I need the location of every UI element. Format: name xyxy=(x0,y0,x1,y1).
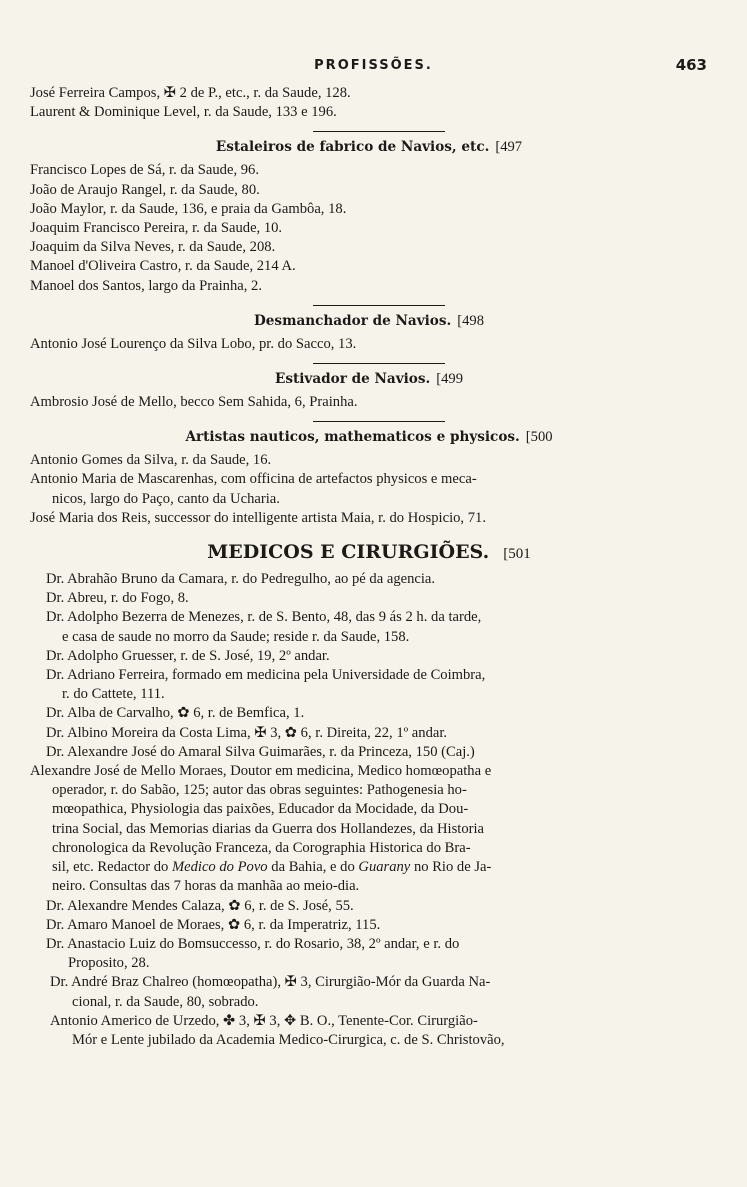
entry-line-continued: nicos, largo do Paço, canto da Ucharia. xyxy=(52,490,280,507)
running-title: PROFISSÕES. xyxy=(314,58,433,73)
section-rule xyxy=(313,305,445,306)
entry-line: Antonio Americo de Urzedo, ✤ 3, ✠ 3, ✥ B. O., Tenente-Cor. Cirurgião- xyxy=(50,1012,478,1029)
section-heading-desmanchador xyxy=(30,311,708,331)
section-heading-estivador xyxy=(30,369,708,389)
section-heading-artistas xyxy=(30,427,708,447)
entry-line-continued: Mór e Lente jubilado da Academia Medico-Cirurgica, c. de S. Christovão, xyxy=(72,1031,505,1048)
entry-line: Dr. Amaro Manoel de Moraes, ✿ 6, r. da Imperatriz, 115. xyxy=(46,916,381,933)
entry-line: Dr. André Braz Chalreo (homœopatha), ✠ 3, Cirurgião-Mór da Guarda Na- xyxy=(50,974,491,991)
entry-line-continued: trina Social, das Memorias diarias da Guerra dos Hollandezes, da Historia xyxy=(52,820,485,837)
section-rule xyxy=(313,421,445,422)
entry-line: Dr. Abreu, r. do Fogo, 8. xyxy=(46,590,189,607)
entry-line: João de Araujo Rangel, r. da Saude, 80. xyxy=(30,181,260,198)
section-heading-estaleiros xyxy=(30,137,708,157)
entry-line: Dr. Adolpho Gruesser, r. de S. José, 19, 2º andar. xyxy=(46,647,330,664)
entry-line: Dr. Adolpho Bezerra de Menezes, r. de S. Bento, 48, das 9 ás 2 h. da tarde, xyxy=(46,609,482,626)
section-number: [499 xyxy=(436,371,464,388)
entry-line-continued: cional, r. da Saude, 80, sobrado. xyxy=(72,993,259,1010)
entry-line-continued: Proposito, 28. xyxy=(68,955,150,972)
section-title: MEDICOS E CIRURGIÕES. xyxy=(207,541,490,564)
entry-line: Manoel d'Oliveira Castro, r. da Saude, 214 A. xyxy=(30,258,296,275)
entry-line-continued: mœopathica, Physiologia das paixões, Educador da Mocidade, da Dou- xyxy=(52,801,469,818)
section-title: Desmanchador de Navios. xyxy=(253,312,452,329)
entry-line-continued: chronologica da Revolução Franceza, da Corographia Historica do Bra- xyxy=(52,839,471,856)
entry-line: Dr. Albino Moreira da Costa Lima, ✠ 3, ✿ 6, r. Direita, 22, 1º andar. xyxy=(46,724,448,741)
section-number: [501 xyxy=(503,546,531,563)
text-run: no Rio de Ja- xyxy=(413,859,492,876)
entry-line: Dr. Anastacio Luiz do Bomsuccesso, r. do Rosario, 38, 2º andar, e r. do xyxy=(46,935,460,952)
text-run: sil, etc. Redactor do xyxy=(52,859,169,876)
section-number: [497 xyxy=(495,139,523,156)
section-title: Artistas nauticos, mathematicos e physicos. xyxy=(185,429,520,446)
work-title-guarany: Guarany xyxy=(358,859,411,876)
page-content xyxy=(30,84,708,1050)
page-number: 463 xyxy=(675,56,707,74)
work-title-medico-do-povo: Medico do Povo xyxy=(171,859,268,876)
entry-line: Dr. Alexandre Mendes Calaza, ✿ 6, r. de S. José, 55. xyxy=(46,897,354,914)
entry-line: Ambrosio José de Mello, becco Sem Sahida, 6, Prainha. xyxy=(30,394,358,411)
entry-line-continued: neiro. Consultas das 7 horas da manhãa ao meio-dia. xyxy=(52,878,360,895)
entry-line-continued: operador, r. do Sabão, 125; autor das obras seguintes: Pathogenesia ho- xyxy=(52,782,467,799)
section-heading-medicos xyxy=(30,538,708,568)
entry-line: Laurent & Dominique Level, r. da Saude, 133 e 196. xyxy=(30,104,337,121)
entry-line: José Maria dos Reis, successor do intelligente artista Maia, r. do Hospicio, 71. xyxy=(30,509,486,526)
entry-line: Antonio Maria de Mascarenhas, com officina de artefactos physicos e meca- xyxy=(30,471,477,488)
section-rule xyxy=(313,131,445,132)
entry-line-continued xyxy=(30,858,708,877)
entry-line-continued: r. do Cattete, 111. xyxy=(62,686,165,703)
entry-line: Antonio Gomes da Silva, r. da Saude, 16. xyxy=(30,452,272,469)
page-header xyxy=(0,58,747,84)
entry-line: Dr. Alexandre José do Amaral Silva Guimarães, r. da Princeza, 150 (Caj.) xyxy=(46,743,475,760)
entry-line: Joaquim da Silva Neves, r. da Saude, 208. xyxy=(30,239,276,256)
entry-line: Dr. Alba de Carvalho, ✿ 6, r. de Bemfica, 1. xyxy=(46,705,305,722)
entry-line: Dr. Adriano Ferreira, formado em medicina pela Universidade de Coimbra, xyxy=(46,667,486,684)
entry-line: Dr. Abrahão Bruno da Camara, r. do Pedregulho, ao pé da agencia. xyxy=(46,571,436,588)
entry-line-continued: e casa de saude no morro da Saude; reside r. da Saude, 158. xyxy=(62,628,410,645)
section-rule xyxy=(313,363,445,364)
entry-line: Francisco Lopes de Sá, r. da Saude, 96. xyxy=(30,162,259,179)
section-title: Estaleiros de fabrico de Navios, etc. xyxy=(215,139,490,156)
section-number: [498 xyxy=(457,312,484,329)
entry-line: Alexandre José de Mello Moraes, Doutor em medicina, Medico homœopatha e xyxy=(30,763,492,780)
entry-line: João Maylor, r. da Saude, 136, e praia da Gambôa, 18. xyxy=(30,200,347,217)
entry-line: José Ferreira Campos, ✠ 2 de P., etc., r. da Saude, 128. xyxy=(30,85,351,101)
section-number: [500 xyxy=(525,429,553,446)
entry-line: Antonio José Lourenço da Silva Lobo, pr. do Sacco, 13. xyxy=(30,335,357,352)
entry-line: Joaquim Francisco Pereira, r. da Saude, 10. xyxy=(30,220,283,237)
text-run: da Bahia, e do xyxy=(271,859,355,876)
section-title: Estivador de Navios. xyxy=(274,371,431,388)
entry-line: Manoel dos Santos, largo da Prainha, 2. xyxy=(30,277,262,294)
